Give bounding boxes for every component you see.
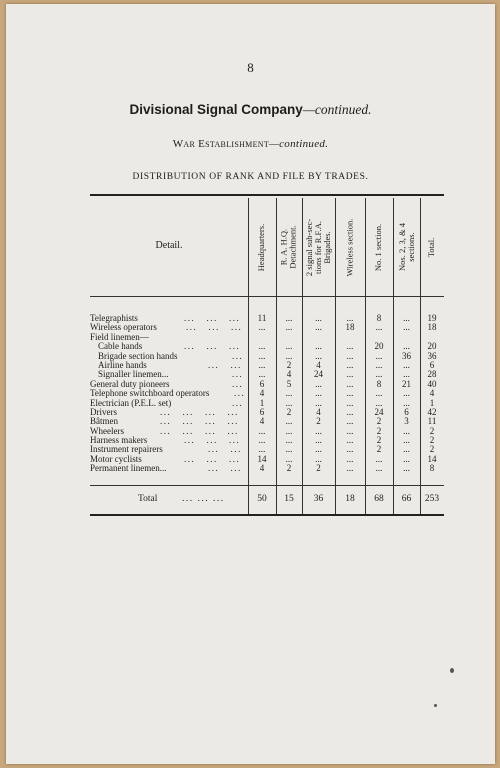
total-cell: 253 (424, 494, 440, 504)
column-header (420, 202, 444, 292)
table-cell: ... (346, 359, 354, 370)
leader-dots: ... ... ... ... (160, 425, 239, 436)
table-cell: 14 (427, 453, 437, 464)
row-label: Harness makers (90, 435, 148, 446)
table-cell: ... (258, 444, 266, 455)
table-cell: ... (315, 322, 322, 333)
table-cell: 2 (376, 435, 382, 446)
column-header (335, 202, 365, 292)
table-row (90, 408, 444, 417)
row-label: Brigade section hands (98, 350, 178, 361)
column-header (393, 202, 420, 292)
row-label: General duty pioneers (90, 378, 170, 389)
table-cell: 2 (286, 406, 292, 417)
column-header (248, 202, 276, 292)
table-cell: 6 (404, 406, 409, 417)
table-cell: ... (285, 341, 293, 352)
table-row (90, 445, 444, 454)
table-cell: ... (375, 350, 383, 361)
total-cell: 68 (374, 494, 384, 504)
table-cell: ... (375, 453, 383, 464)
table-cell: ... (285, 313, 293, 323)
leader-dots: ... ... ... ... (160, 416, 239, 427)
table-cell: ... (258, 322, 266, 333)
leader-dots: ... ... (208, 359, 242, 370)
leader-dots: ... (232, 369, 244, 380)
total-cell: 66 (401, 494, 412, 504)
column-header-line: R. A. H.Q. (279, 228, 290, 266)
row-label: Wireless operators (90, 322, 157, 333)
detail-column-header: Detail. (155, 240, 183, 251)
table-cell: 19 (427, 313, 437, 323)
column-header-line: Nos. 2, 3, & 4 (396, 223, 407, 271)
column-header-line: No. 1 section. (373, 223, 384, 271)
total-cell: 15 (284, 494, 294, 504)
table-cell: ... (285, 397, 293, 408)
table-cell: 14 (257, 453, 267, 464)
table-cell: ... (403, 359, 410, 370)
table-cell: ... (403, 453, 410, 464)
table-cell: ... (375, 322, 383, 333)
row-label: Field linemen— (90, 331, 149, 342)
row-label: Telegraphists (90, 313, 138, 323)
table-cell: ... (403, 313, 410, 323)
column-header-line: Detachment. (288, 225, 299, 269)
table-cell: 4 (259, 463, 265, 474)
leader-dots: ... (232, 378, 244, 389)
table-cell: ... (346, 463, 354, 474)
total-row (90, 492, 444, 506)
row-label: Electrician (P.E.L. set) (90, 397, 172, 408)
table-cell: ... (258, 341, 266, 352)
paper-speck (434, 704, 437, 707)
title-main: Divisional Signal Company (129, 102, 303, 117)
table-cell: ... (346, 416, 354, 427)
page-number: 8 (247, 60, 254, 75)
leader-dots: ... ... ... (186, 322, 243, 333)
column-header-line: sections. (405, 232, 416, 262)
table-cell: ... (315, 397, 322, 408)
row-label: Airline hands (98, 359, 147, 370)
table-cell: ... (315, 435, 322, 446)
column-header (365, 202, 393, 292)
table-cell: ... (315, 350, 322, 361)
total-cell: 18 (345, 494, 355, 504)
column-header-line: Headquarters. (256, 223, 267, 271)
table-cell: ... (315, 378, 322, 389)
leader-dots: ... ... ... ... (160, 406, 239, 417)
title-continued: —continued. (302, 102, 372, 117)
column-header-line: tions for R.F.A. (313, 220, 324, 274)
table-cell: ... (346, 369, 354, 380)
table-cell: ... (315, 453, 322, 464)
subtitle-main: War Establishment (172, 138, 270, 150)
row-label: Motor cyclists (90, 453, 142, 464)
table-cell: ... (315, 341, 322, 352)
total-cell: 50 (257, 494, 267, 504)
table-row (90, 333, 444, 342)
table-cell: 21 (402, 378, 411, 389)
table-cell: 2 (376, 444, 382, 455)
table-row (90, 399, 444, 408)
leader-dots: ... ... ... (184, 341, 241, 352)
table-cell: 4 (259, 416, 265, 427)
table-row (90, 417, 444, 426)
table-cell: ... (258, 350, 266, 361)
table-cell: 6 (259, 378, 265, 389)
table-cell: ... (403, 388, 410, 399)
table-cell: ... (346, 313, 354, 323)
subtitle-continued: —continued. (269, 138, 329, 150)
table-cell: ... (403, 322, 410, 333)
document-subtitle (6, 138, 495, 150)
table-cell: 42 (427, 406, 437, 417)
table-cell: ... (315, 388, 322, 399)
table-cell: ... (375, 359, 383, 370)
leader-dots: ... ... ... (184, 313, 241, 323)
table-cell: 4 (316, 359, 321, 370)
table-cell: ... (285, 453, 293, 464)
table-cell: ... (285, 350, 293, 361)
table-cell: ... (403, 425, 410, 436)
table-cell: 2 (376, 416, 382, 427)
table-cell: ... (258, 369, 266, 380)
leader-dots: ... (234, 388, 246, 399)
table-cell: ... (258, 425, 266, 436)
leader-dots: ... (232, 397, 244, 408)
table-cell: 18 (345, 322, 355, 333)
table-cell: 2 (286, 359, 292, 370)
table-cell: ... (346, 406, 354, 417)
table-cell: ... (315, 313, 322, 323)
paper-speck (450, 668, 454, 673)
table-cell: 8 (429, 463, 435, 474)
leader-dots: ... ... (208, 444, 242, 455)
document-title (6, 102, 495, 118)
trades-table (90, 194, 444, 516)
leader-dots: ... ... (208, 463, 242, 474)
table-cell: 2 (316, 463, 321, 474)
table-cell: ... (403, 444, 410, 455)
table-cell: ... (403, 397, 410, 408)
table-cell: 8 (376, 378, 382, 389)
table-cell: ... (285, 425, 293, 436)
table-cell: ... (346, 444, 354, 455)
table-cell: 11 (257, 313, 267, 323)
table-cell: 6 (259, 406, 265, 417)
table-cell: ... (315, 444, 322, 455)
table-cell: 11 (427, 416, 437, 427)
leader-dots: ... ... ... (184, 435, 241, 446)
table-cell: 2 (429, 425, 435, 436)
table-cell: ... (346, 388, 354, 399)
table-cell: 4 (286, 369, 292, 380)
table-body (90, 314, 444, 474)
row-label: Drivers (90, 406, 117, 417)
table-cell: 40 (427, 378, 437, 389)
table-cell: 24 (314, 369, 323, 380)
column-header-line: Brigades. (322, 230, 333, 264)
total-rule (90, 485, 444, 486)
table-cell: ... (403, 341, 410, 352)
row-label: Instrument repairers (90, 444, 163, 455)
table-cell: 18 (427, 322, 437, 333)
table-cell: 36 (427, 350, 437, 361)
column-header-line: Total. (426, 237, 437, 257)
total-cell: 36 (313, 494, 324, 504)
table-cell: 2 (429, 435, 435, 446)
table-cell: ... (285, 388, 293, 399)
total-label: Total (138, 494, 158, 504)
table-cell: 1 (429, 397, 435, 408)
table-cell: 20 (427, 341, 437, 352)
table-cell: ... (285, 435, 293, 446)
row-label: Signaller linemen... (98, 369, 169, 380)
table-cell: 8 (376, 313, 382, 323)
table-cell: ... (403, 435, 410, 446)
table-cell: ... (315, 425, 322, 436)
table-cell: ... (375, 463, 383, 474)
row-label: Telephone switchboard operators (90, 388, 210, 399)
leader-dots: ... (232, 350, 244, 361)
row-label: Cable hands (98, 341, 143, 352)
table-cell: ... (346, 453, 354, 464)
row-label: Bâtmen (90, 416, 118, 427)
table-cell: ... (346, 435, 354, 446)
column-header-line: Wireless section. (344, 218, 355, 276)
table-cell: 20 (374, 341, 384, 352)
table-cell: ... (258, 359, 266, 370)
section-title: DISTRIBUTION OF RANK AND FILE BY TRADES. (132, 172, 369, 182)
table-cell: 5 (286, 378, 292, 389)
table-cell: 28 (427, 369, 437, 380)
table-cell: 2 (376, 425, 382, 436)
table-cell: 2 (316, 416, 321, 427)
table-cell: ... (375, 397, 383, 408)
row-label: Permanent linemen... (90, 463, 167, 474)
document-page (6, 4, 495, 764)
total-leader-dots: ... ... ... (182, 494, 225, 504)
table-cell: ... (346, 397, 354, 408)
table-cell: 24 (374, 406, 384, 417)
table-cell: ... (346, 341, 354, 352)
table-cell: 6 (429, 359, 435, 370)
column-header (302, 202, 335, 292)
table-cell: 4 (316, 406, 321, 417)
table-cell: ... (346, 378, 354, 389)
column-header-line: 2 signal sub-sec- (304, 218, 315, 276)
table-cell: ... (258, 435, 266, 446)
table-cell: ... (375, 369, 383, 380)
table-cell: 3 (404, 416, 409, 427)
table-cell: ... (285, 416, 293, 427)
table-cell: 4 (429, 388, 435, 399)
row-label: Wheelers (90, 425, 124, 436)
table-cell: 2 (286, 463, 292, 474)
leader-dots: ... ... ... (184, 453, 241, 464)
column-header (276, 202, 302, 292)
table-cell: ... (346, 425, 354, 436)
table-cell: 1 (259, 397, 265, 408)
header-rule (90, 296, 444, 297)
table-cell: 36 (402, 350, 411, 361)
table-cell: ... (403, 463, 410, 474)
table-cell: ... (346, 350, 354, 361)
table-cell: ... (285, 444, 293, 455)
table-cell: ... (403, 369, 410, 380)
table-cell: 2 (429, 444, 435, 455)
table-cell: 4 (259, 388, 265, 399)
table-cell: ... (375, 388, 383, 399)
table-cell: ... (285, 322, 293, 333)
table-row (90, 464, 444, 473)
